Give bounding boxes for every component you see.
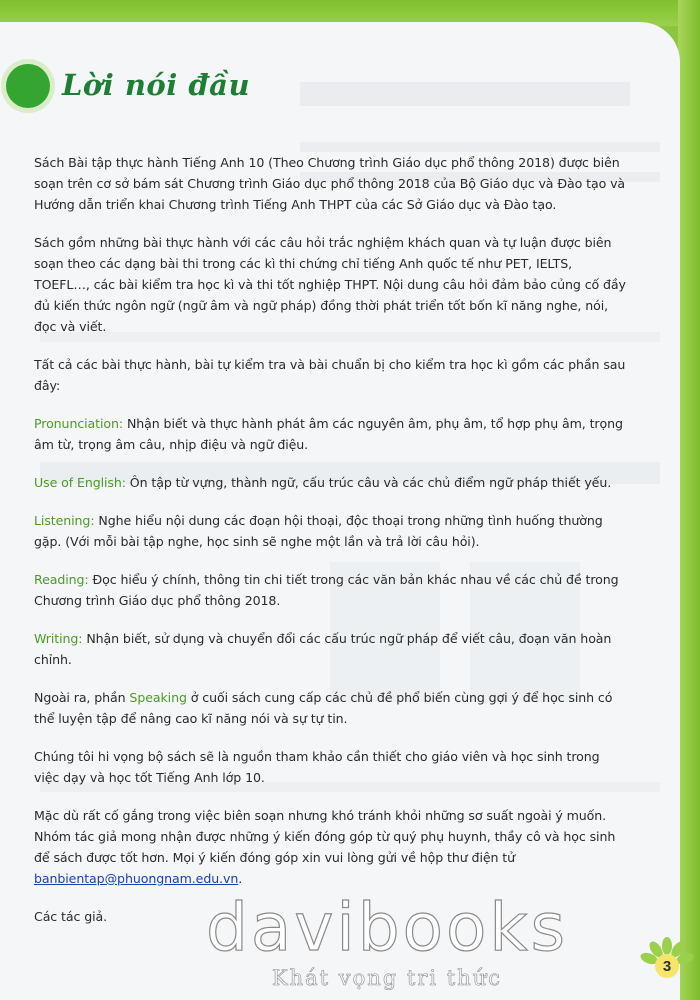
section-desc: Ôn tập từ vựng, thành ngữ, cấu trúc câu và các chủ điểm ngữ pháp thiết yếu.	[125, 475, 612, 490]
section-term: Reading:	[34, 572, 89, 587]
section-listening	[34, 510, 626, 552]
preface-body	[34, 152, 626, 944]
section-term: Listening:	[34, 513, 95, 528]
page-number-badge	[638, 936, 696, 994]
watermark-brand: davibooks	[206, 889, 568, 966]
paragraph-structure: Tất cả các bài thực hành, bài tự kiểm tra và bài chuẩn bị cho kiểm tra học kì gồm các phần sau đây:	[34, 357, 626, 393]
watermark	[152, 890, 622, 990]
section-use-of-english	[34, 472, 626, 493]
watermark-slogan: Khát vọng tri thức	[271, 966, 503, 990]
paragraph-intro: Sách Bài tập thực hành Tiếng Anh 10 (Theo Chương trình Giáo dục phổ thông 2018) được biên soạn trên cơ sở bám sát Chương trình Giáo dục phổ thông 2018 của Bộ Giáo dục và Đào tạo và Hướng dẫn triển khai Chương trình Tiếng Anh THPT của các Sở Giáo dục và Đào tạo.	[34, 155, 626, 212]
green-frame-right	[678, 0, 700, 1000]
paragraph-content: Sách gồm những bài thực hành với các câu hỏi trắc nghiệm khách quan và tự luận được biên soạn theo các dạng bài thi trong các kì thi chứng chỉ tiếng Anh quốc tế như PET, IELTS, TOEFL…, các bài kiểm tra học kì và thi tốt nghiệp THPT. Nội dung câu hỏi đảm bảo củng cố đầy đủ kiến thức ngôn ngữ (ngữ âm và ngữ pháp) đồng thời phát triển tốt bốn kĩ năng nghe, nói, đọc và viết.	[34, 235, 626, 334]
signature: Các tác giả.	[34, 909, 108, 924]
page-title: Lời nói đầu	[62, 68, 251, 102]
paragraph-feedback	[34, 805, 626, 889]
section-writing	[34, 628, 626, 670]
title-header	[0, 54, 330, 126]
page-sheet	[0, 22, 680, 1000]
section-reading	[34, 569, 626, 611]
email-link[interactable]: banbientap@phuongnam.edu.vn	[34, 871, 239, 886]
section-pronunciation	[34, 413, 626, 455]
page-number: 3	[662, 958, 672, 975]
section-term: Writing:	[34, 631, 83, 646]
section-desc: Nghe hiểu nội dung các đoạn hội thoại, độc thoại trong những tình huống thường gặp. (Với mỗi bài tập nghe, học sinh sẽ nghe một lần và trả lời câu hỏi).	[34, 513, 603, 549]
paragraph-hope: Chúng tôi hi vọng bộ sách sẽ là nguồn tham khảo cần thiết cho giáo viên và học sinh trong việc dạy và học tốt Tiếng Anh lớp 10.	[34, 749, 600, 785]
section-desc: Nhận biết và thực hành phát âm các nguyên âm, phụ âm, tổ hợp phụ âm, trọng âm từ, trọng âm câu, nhịp điệu và ngữ điệu.	[34, 416, 623, 452]
feedback-end: .	[238, 871, 243, 886]
section-term: Pronunciation:	[34, 416, 124, 431]
section-desc: Nhận biết, sử dụng và chuyển đổi các cấu trúc ngữ pháp để viết câu, đoạn văn hoàn chỉnh.	[34, 631, 612, 667]
paragraph-speaking	[34, 687, 626, 729]
speaking-term: Speaking	[129, 690, 187, 705]
speaking-after: ở cuối sách cung cấp các chủ đề phổ biến cùng gợi ý để học sinh có thể luyện tập để nâng cao kĩ năng nói và sự tự tin.	[34, 690, 613, 726]
section-term: Use of English:	[34, 475, 126, 490]
title-bullet-icon	[6, 64, 50, 108]
feedback-text: Mặc dù rất cố gắng trong việc biên soạn nhưng khó tránh khỏi những sơ suất ngoài ý muốn. Nhóm tác giả mong nhận được những ý kiến đóng góp từ quý phụ huynh, thầy cô và học sinh để sách được tốt hơn. Mọi ý kiến đóng góp xin vui lòng gửi về hộp thư điện tử	[34, 808, 616, 865]
section-desc: Đọc hiểu ý chính, thông tin chi tiết trong các văn bản khác nhau về các chủ đề trong Chương trình Giáo dục phổ thông 2018.	[34, 572, 619, 608]
speaking-before: Ngoài ra, phần	[34, 690, 130, 705]
